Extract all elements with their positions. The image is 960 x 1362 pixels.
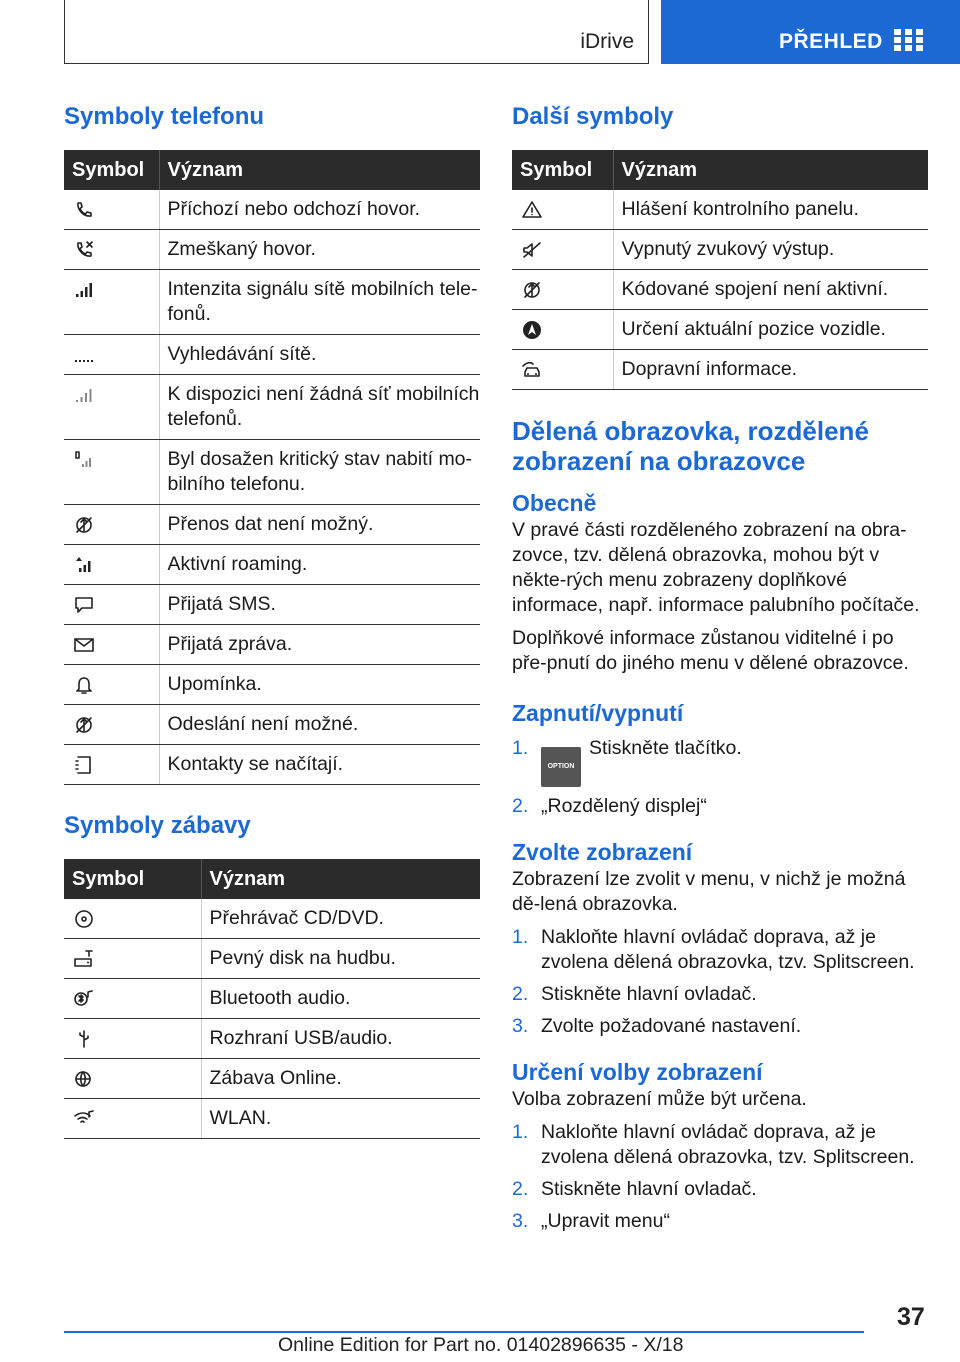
ent-meaning-cell: Rozhraní USB/audio. [201, 1019, 480, 1059]
phone-symbols-table [64, 150, 480, 785]
ent-meaning-cell: Pevný disk na hudbu. [201, 939, 480, 979]
table-row [512, 190, 928, 230]
phone-meaning-cell: Intenzita signálu sítě mobilních tele-fonů. [159, 270, 480, 335]
mail-icon [72, 633, 96, 657]
ent-meaning-cell: Bluetooth audio. [201, 979, 480, 1019]
split-screen-title: Dělená obrazovka, rozdělené zobrazení na obrazovce [512, 416, 869, 476]
phone-meaning-cell: Upomínka. [159, 665, 480, 705]
phone-meaning-cell: Příchozí nebo odchozí hovor. [159, 190, 480, 230]
phone-meaning-cell: Byl dosažen kritický stav nabití mo-bilního telefonu. [159, 440, 480, 505]
phone-symbols-title: Symboly telefonu [64, 103, 265, 130]
phone-meaning-cell: Přijatá zpráva. [159, 625, 480, 665]
other-meaning-cell: Dopravní informace. [613, 350, 928, 390]
other-meaning-cell: Určení aktuální pozice vozidle. [613, 310, 928, 350]
grid-menu-icon[interactable] [894, 29, 924, 53]
roaming-icon [72, 553, 96, 577]
list-item: 2. Stiskněte hlavní ovladač. [512, 1178, 757, 1200]
send-disabled-icon [72, 713, 96, 737]
phone-meaning-cell: Odeslání není možné. [159, 705, 480, 745]
phone-call-icon [72, 198, 96, 222]
other-col-meaning: Význam [613, 150, 928, 190]
phone-meaning-cell: Aktivní roaming. [159, 545, 480, 585]
on-off-steps [512, 736, 928, 819]
table-row [64, 1019, 480, 1059]
table-row [64, 1099, 480, 1139]
define-view-title: Určení volby zobrazení [512, 1059, 763, 1085]
phone-meaning-cell: Vyhledávání sítě. [159, 335, 480, 375]
option-button-icon: OPTION [541, 747, 581, 787]
online-icon [72, 1067, 96, 1091]
table-row [64, 625, 480, 665]
other-symbols-title: Další symboly [512, 103, 674, 130]
on-off-title: Zapnutí/vypnutí [512, 700, 684, 726]
table-row [64, 505, 480, 545]
general-paragraph-2: Doplňkové informace zůstanou viditelné i po pře-pnutí do jiného menu v dělené obrazovce. [512, 627, 909, 674]
phone-meaning-cell: Kontakty se načítají. [159, 745, 480, 785]
right-column [512, 100, 928, 1241]
header-tab-overview[interactable] [661, 0, 960, 64]
no-data-icon [72, 513, 96, 537]
phone-col-meaning: Význam [159, 150, 480, 190]
table-row [64, 745, 480, 785]
table-row [64, 190, 480, 230]
list-item: 1. Nakloňte hlavní ovládač doprava, až je zvolena dělená obrazovka, tzv. Splitscreen. [512, 1121, 915, 1168]
table-row [64, 440, 480, 505]
list-item: 1. OPTIONStiskněte tlačítko. [512, 736, 928, 787]
phone-col-symbol: Symbol [64, 150, 159, 190]
list-item: 2. Stiskněte hlavní ovladač. [512, 983, 757, 1005]
left-column [64, 100, 480, 1139]
table-row [512, 350, 928, 390]
table-row [64, 375, 480, 440]
signal-strength-icon [72, 278, 96, 302]
no-network-icon [72, 383, 96, 407]
table-row [64, 585, 480, 625]
table-row [64, 335, 480, 375]
general-paragraph-1: V pravé části rozděleného zobrazení na obra-zovce, tzv. dělená obrazovka, mohou být v někte-rých menu zobrazeny doplňkové informace, např. informace palubního počítače. [512, 519, 920, 616]
low-battery-icon [72, 448, 96, 472]
table-row [512, 230, 928, 270]
network-search-icon [72, 343, 96, 367]
cd-icon [72, 907, 96, 931]
table-row [64, 979, 480, 1019]
table-row [64, 545, 480, 585]
table-row [64, 1059, 480, 1099]
list-item: 1. Nakloňte hlavní ovládač doprava, až je zvolena dělená obrazovka, tzv. Splitscreen. [512, 926, 915, 973]
footer-edition: Online Edition for Part no. 01402896635 - X/18 [278, 1334, 684, 1356]
list-item: 3. Zvolte požadované nastavení. [512, 1015, 802, 1037]
ent-meaning-cell: WLAN. [201, 1099, 480, 1139]
sms-icon [72, 593, 96, 617]
footer-divider [64, 1331, 864, 1333]
header-section-label: iDrive [580, 30, 634, 53]
other-meaning-cell: Kódované spojení není aktivní. [613, 270, 928, 310]
traffic-info-icon [520, 358, 544, 382]
page-number: 37 [897, 1303, 925, 1331]
select-view-paragraph: Zobrazení lze zvolit v menu, v nichž je možná dě-lená obrazovka. [512, 868, 906, 915]
list-item: 3. „Upravit menu“ [512, 1210, 670, 1232]
phone-meaning-cell: Přijatá SMS. [159, 585, 480, 625]
mute-icon [520, 238, 544, 262]
select-view-steps [512, 925, 928, 1039]
table-row [64, 899, 480, 939]
entertainment-symbols-title: Symboly zábavy [64, 812, 251, 839]
warning-icon [520, 198, 544, 222]
missed-call-icon [72, 238, 96, 262]
define-view-paragraph: Volba zobrazení může být určena. [512, 1088, 807, 1110]
table-row [512, 310, 928, 350]
entertainment-symbols-table [64, 859, 480, 1139]
table-row [64, 230, 480, 270]
usb-icon [72, 1027, 96, 1051]
header-tab-label: PŘEHLED [779, 30, 883, 53]
general-title: Obecně [512, 490, 597, 516]
ent-meaning-cell: Zábava Online. [201, 1059, 480, 1099]
header-box [64, 0, 649, 64]
other-symbols-table [512, 150, 928, 390]
other-col-symbol: Symbol [512, 150, 613, 190]
bluetooth-audio-icon [72, 987, 96, 1011]
ent-meaning-cell: Přehrávač CD/DVD. [201, 899, 480, 939]
table-row [64, 705, 480, 745]
encryption-off-icon [520, 278, 544, 302]
ent-col-meaning: Význam [201, 859, 480, 899]
other-meaning-cell: Hlášení kontrolního panelu. [613, 190, 928, 230]
phone-meaning-cell: Zmeškaný hovor. [159, 230, 480, 270]
location-icon [520, 318, 544, 342]
phone-meaning-cell: Přenos dat není možný. [159, 505, 480, 545]
list-item: 2. „Rozdělený displej“ [512, 795, 707, 817]
hard-disk-icon [72, 947, 96, 971]
contacts-icon [72, 753, 96, 777]
table-row [512, 270, 928, 310]
select-view-title: Zvolte zobrazení [512, 839, 693, 865]
phone-meaning-cell: K dispozici není žádná síť mobilních telefonů. [159, 375, 480, 440]
wlan-icon [72, 1107, 96, 1131]
bell-icon [72, 673, 96, 697]
ent-col-symbol: Symbol [64, 859, 201, 899]
table-row [64, 270, 480, 335]
define-view-steps [512, 1120, 928, 1234]
table-row [64, 665, 480, 705]
other-meaning-cell: Vypnutý zvukový výstup. [613, 230, 928, 270]
table-row [64, 939, 480, 979]
